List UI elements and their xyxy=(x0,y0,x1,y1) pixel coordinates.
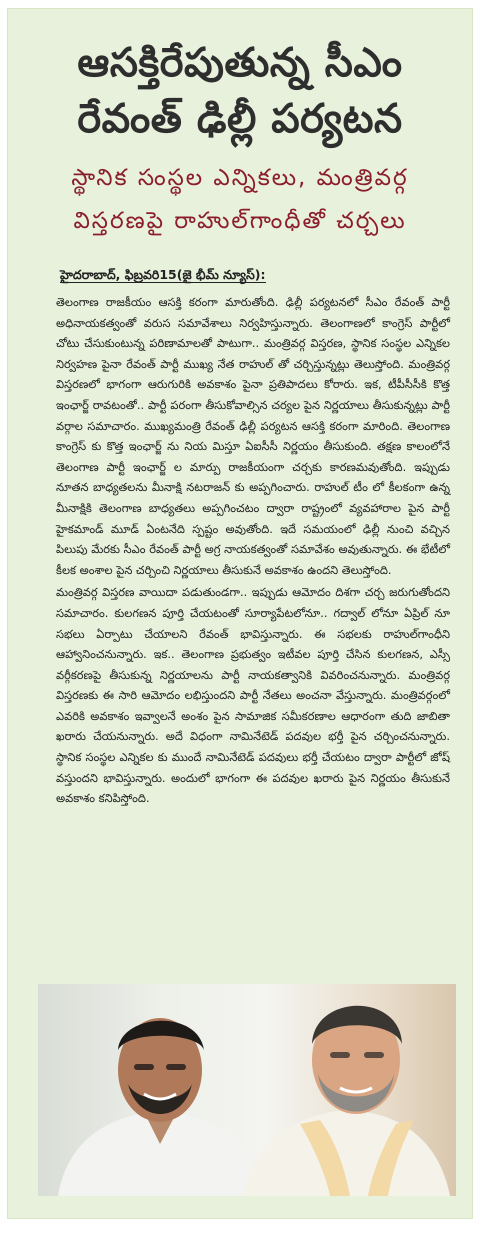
photo-two-men-icon xyxy=(38,984,456,1196)
headline-line-1: ఆసక్తిరేపుతున్న సీఎం xyxy=(77,40,403,86)
headline xyxy=(8,9,472,147)
article-body xyxy=(56,292,450,809)
subheadline-line-1: స్థానిక సంస్థల ఎన్నికలు, మంత్రివర్గ xyxy=(71,165,409,191)
dateline xyxy=(60,267,472,286)
subheadline xyxy=(8,157,472,243)
article-paragraph: తెలంగాణ రాజకీయం ఆసక్తి కరంగా మారుతోంది. ఢిల్లీ పర్యటనలో సీఎం రేవంత్ పార్టీ అధినాయకత్వంతో వరుస సమావేశాలు నిర్వహిస్తున్నారు. తెలంగాణలో కాంగ్రెస్ పార్టీలో చోటు చేసుకుంటున్న పరిణామాలతో పాటుగా.. మంత్రివర్గ విస్తరణ, స్థానిక సంస్థల ఎన్నికల నిర్వహణ పైనా రేవంత్ పార్టీ ముఖ్య నేత రాహుల్ తో చర్చిస్తున్నట్లు తెలుస్తోంది. మంత్రివర్గ విస్తరణలో భాగంగా ఆరుగురికి అవకాశం పైనా ప్రతిపాదలు కోరారు. ఇక, టీపీసీసీకి కొత్త ఇంఛార్జ్ రావటంతో.. పార్టీ పరంగా తీసుకోవాల్సిన చర్యల పైన నిర్ణయాలు తీసుకున్నట్లు పార్టీ వర్గాల సమాచారం. ముఖ్యమంత్రి రేవంత్ ఢిల్లీ పర్యటన ఆసక్తి కరంగా మారింది. తెలంగాణ కాంగ్రెస్ కు కొత్త ఇంఛార్జ్ ను నియ మిస్తూ ఏఐసీసీ నిర్ణయం తీసుకుంది. తక్షణ కాలంలోనే తెలంగాణ పార్టీ ఇంఛార్జ్ ల మార్పు రాజకీయంగా చర్చకు కారణమవుతోంది. ఇప్పుడు నూతన బాధ్యతలను మీనాక్షి నటరాజన్ కు అప్పగించారు. రాహుల్ టీం లో కీలకంగా ఉన్న మీనాక్షికి తెలంగాణ బాధ్యతలు అప్పగించటం ద్వారా రాష్ట్రంలో వ్యవహారాల పైన పార్టీ హైకమాండ్ మూడ్ ఏంటనేది స్పష్టం అవుతోంది. ఇదే సమయంలో ఢిల్లీ నుంచి వచ్చిన పిలుపు మేరకు సీఎం రేవంత్ పార్టీ అగ్ర నాయకత్వంతో సమావేశం అవుతున్నారు. ఈ భేటీలో కీలక అంశాల పైన చర్చించి నిర్ణయాలు తీసుకునే అవకాశం ఉందని తెలుస్తోంది. xyxy=(56,295,450,577)
article-paragraph: మంత్రివర్గ విస్తరణ వాయిదా పడుతుండగా.. ఇప్పుడు ఆమోదం దిశగా చర్చ జరుగుతోందని సమాచారం. కులగణన పూర్తి చేయటంతో సూర్యాపేటలోనూ.. గద్వాల్ లోనూ ఏప్రిల్ నూ సభలు ఏర్పాటు చేయాలని రేవంత్ భావిస్తున్నారు. ఈ సభలకు రాహుల్‌గాంధీని ఆహ్వానించనున్నారు. ఇక.. తెలంగాణ ప్రభుత్వం ఇటీవల పూర్తి చేసిన కులగణన, ఎస్సీ వర్గీకరణపై తీసుకున్న నిర్ణయాలను పార్టీ నాయకత్వానికి వివరించనున్నారు. మంత్రివర్గ విస్తరణకు ఈ సారి ఆమోదం లభిస్తుందని పార్టీ నేతలు అంచనా వేస్తున్నారు. మంత్రివర్గంలో ఎవరికి అవకాశం ఇవ్వాలనే అంశం పైన సామాజిక సమీకరణాల ఆధారంగా తుది జాబితా ఖరారు చేయనున్నారు. అదే విధంగా నామినేటెడ్ పదవుల భర్తీ పైన చర్చించనున్నారు. స్థానిక సంస్థల ఎన్నికల కు ముందే నామినేటెడ్ పదవులు భర్తీ చేయటం ద్వారా పార్టీలో జోష్ వస్తుందని భావిస్తున్నారు. అందులో భాగంగా ఈ పదవుల ఖరారు పైన నిర్ణయం తీసుకునే అవకాశం కనిపిస్తోంది. xyxy=(56,585,450,806)
headline-line-2: రేవంత్ ఢిల్లీ పర్యటన xyxy=(77,96,403,142)
left-person xyxy=(58,1018,263,1196)
news-photo xyxy=(38,984,456,1196)
right-person xyxy=(243,1006,450,1196)
subheadline-line-2: విస్తరణపై రాహుల్‌గాంధీతో చర్చలు xyxy=(73,208,407,234)
news-clipping xyxy=(7,8,473,1219)
dateline-text: హైదరాబాద్, ఫిబ్రవరి15(జై భీమ్ న్యూస్): xyxy=(60,267,266,282)
